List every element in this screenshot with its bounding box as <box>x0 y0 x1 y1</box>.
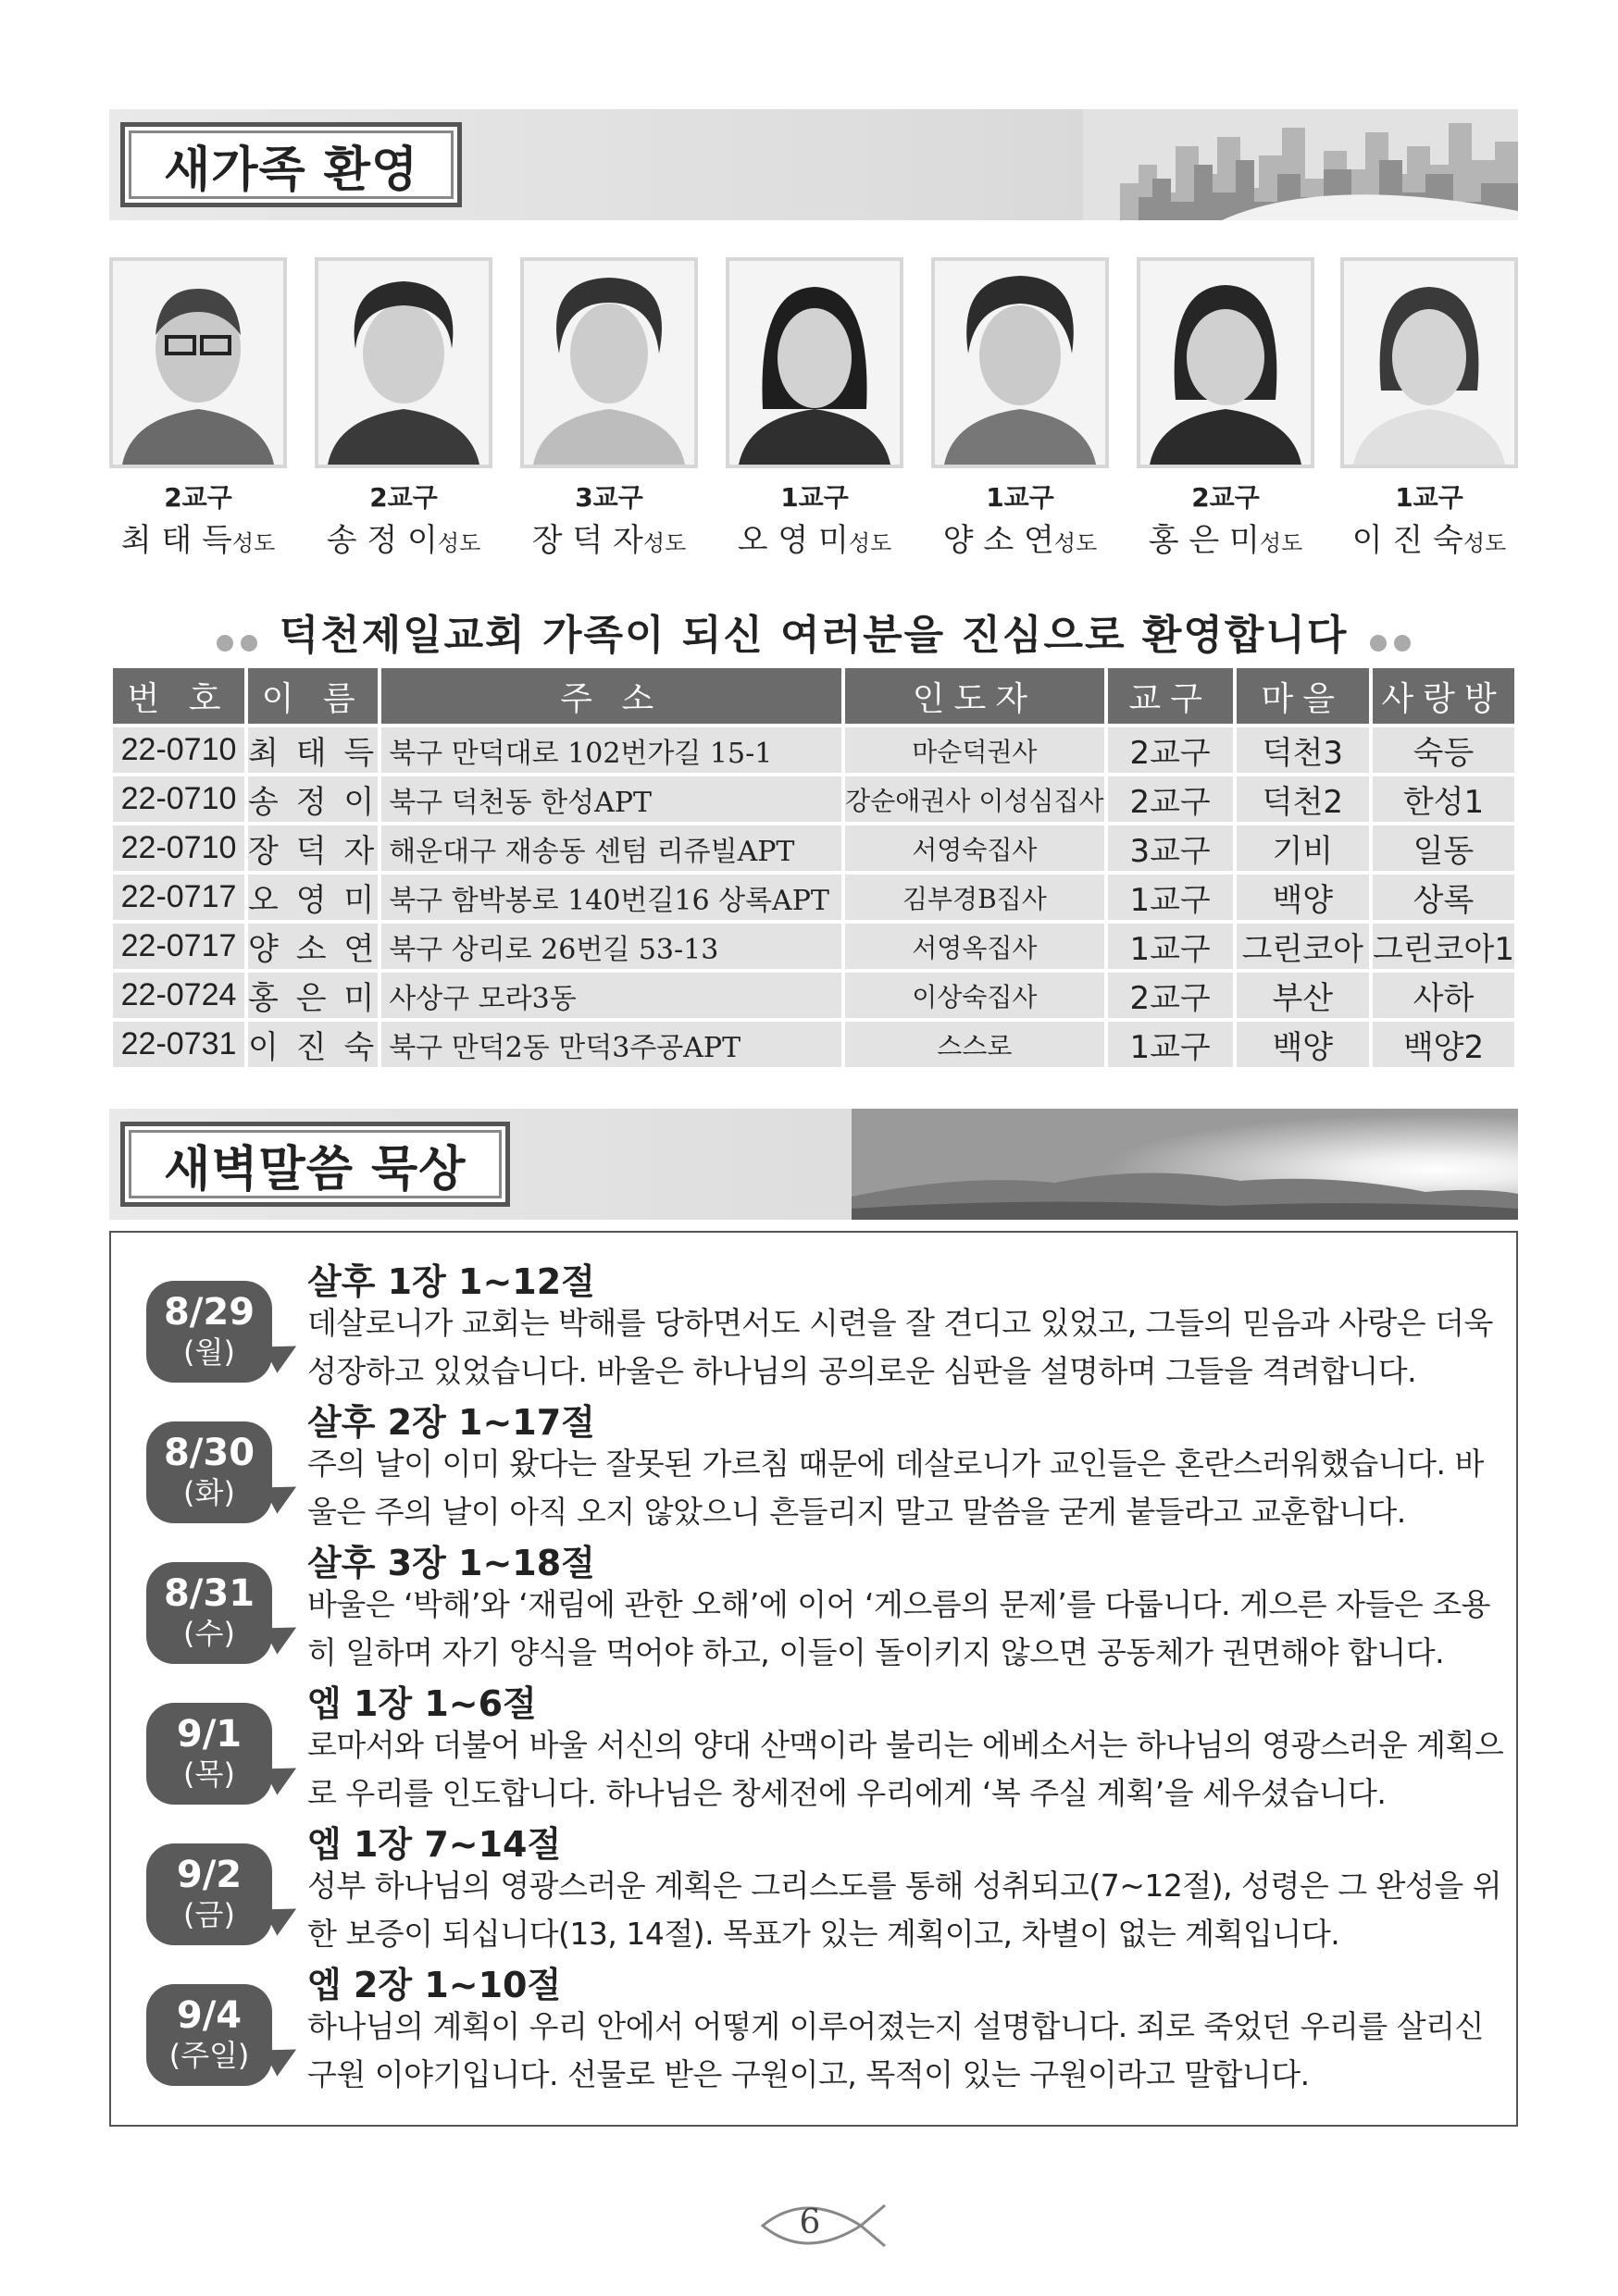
city-illustration <box>1083 109 1518 220</box>
header-number: 번 호 <box>113 668 244 724</box>
cell-village: 부산 <box>1237 973 1369 1018</box>
member-name: 최 태 득성도 <box>120 522 276 559</box>
member-district: 1교구 <box>780 482 849 513</box>
cell-address: 사상구 모라3동 <box>381 973 841 1018</box>
cell-number: 22-0717 <box>113 875 244 920</box>
member-name: 송 정 이성도 <box>326 522 481 559</box>
cell-group: 상록 <box>1373 875 1514 920</box>
member-card <box>1340 257 1518 560</box>
cell-name: 송 정 이 <box>248 776 378 822</box>
cell-guide: 스스로 <box>845 1022 1103 1067</box>
date-badge <box>146 1421 272 1523</box>
table-row <box>113 776 1514 822</box>
weekday: (목) <box>183 1756 235 1792</box>
scripture-reference: 엡 2장 1~10절 <box>307 1965 562 2005</box>
table-header-row <box>113 668 1514 724</box>
date: 8/29 <box>163 1291 255 1334</box>
header-address: 주 소 <box>381 668 841 724</box>
cell-guide: 강순애권사 이성심집사 <box>845 776 1103 822</box>
devotion-item <box>111 1394 1518 1534</box>
cell-group: 그린코아1 <box>1373 924 1514 969</box>
cell-group: 백양2 <box>1373 1022 1514 1067</box>
cell-district: 1교구 <box>1108 924 1233 969</box>
date: 8/30 <box>163 1432 255 1474</box>
cell-address: 북구 덕천동 한성APT <box>381 776 841 822</box>
cell-group: 한성1 <box>1373 776 1514 822</box>
scripture-reference: 살후 3장 1~18절 <box>307 1543 595 1583</box>
scripture-reference: 살후 1장 1~12절 <box>307 1261 595 1302</box>
weekday: (금) <box>183 1897 235 1932</box>
devotion-list <box>109 1231 1518 2127</box>
cell-group: 숙등 <box>1373 727 1514 773</box>
cell-guide: 서영숙집사 <box>845 825 1103 871</box>
page-number-text: 6 <box>799 2203 821 2241</box>
devotion-item <box>111 1675 1518 1816</box>
cell-name: 이 진 숙 <box>248 1022 378 1067</box>
devotion-text: 바울은 ‘박해’와 ‘재림에 관한 오해’에 이어 ‘게으름의 문제’를 다룹니다. 게으른 자들은 조용히 일하며 자기 양식을 먹어야 하고, 이들이 돌이키지 않으면 공동체가 권면해야 합니다. <box>307 1586 1491 1670</box>
welcome-message <box>109 602 1518 662</box>
cell-district: 1교구 <box>1108 1022 1233 1067</box>
header-village: 마을 <box>1237 668 1369 724</box>
cell-guide: 서영옥집사 <box>845 924 1103 969</box>
decorative-dots-left <box>213 614 261 662</box>
cell-number: 22-0717 <box>113 924 244 969</box>
member-card <box>931 257 1109 560</box>
cell-district: 3교구 <box>1108 825 1233 871</box>
cell-district: 2교구 <box>1108 973 1233 1018</box>
cell-district: 2교구 <box>1108 776 1233 822</box>
member-photo <box>931 257 1109 468</box>
devotion-text: 주의 날이 이미 왔다는 잘못된 가르침 때문에 데살로니가 교인들은 혼란스러워했습니다. 바울은 주의 날이 아직 오지 않았으니 흔들리지 말고 말씀을 굳게 붙들라고 교훈합니다. <box>307 1446 1484 1530</box>
date-badge <box>146 1562 272 1664</box>
scripture-reference: 살후 2장 1~17절 <box>307 1402 595 1443</box>
cell-address: 해운대구 재송동 센텀 리쥬빌APT <box>381 825 841 871</box>
cell-name: 오 영 미 <box>248 875 378 920</box>
scripture-reference: 엡 1장 7~14절 <box>307 1824 562 1865</box>
member-card <box>520 257 698 560</box>
cell-guide: 이상숙집사 <box>845 973 1103 1018</box>
devotion-item <box>111 1534 1518 1675</box>
devotion-item <box>111 1816 1518 1956</box>
member-card <box>315 257 492 560</box>
date: 9/4 <box>176 1994 243 2037</box>
header-name: 이 름 <box>248 668 378 724</box>
cell-guide: 마순덕권사 <box>845 727 1103 773</box>
date-badge <box>146 1703 272 1805</box>
cell-name: 최 태 득 <box>248 727 378 773</box>
member-card <box>109 257 287 560</box>
date: 9/2 <box>176 1854 243 1896</box>
devotion-banner <box>109 1109 1518 1220</box>
member-name: 오 영 미성도 <box>737 522 892 559</box>
cell-district: 1교구 <box>1108 875 1233 920</box>
weekday: (주일) <box>168 2038 250 2073</box>
scripture-reference: 엡 1장 1~6절 <box>307 1683 537 1724</box>
cell-address: 북구 함박봉로 140번길16 상록APT <box>381 875 841 920</box>
table-row <box>113 727 1514 773</box>
new-family-title: 새가족 환영 <box>120 122 462 207</box>
member-card <box>726 257 903 560</box>
new-family-banner <box>109 109 1518 220</box>
member-district: 1교구 <box>1395 482 1463 513</box>
cell-village: 백양 <box>1237 875 1369 920</box>
cell-name: 장 덕 자 <box>248 825 378 871</box>
cell-address: 북구 상리로 26번길 53-13 <box>381 924 841 969</box>
devotion-item <box>111 1253 1518 1394</box>
header-group: 사랑방 <box>1373 668 1514 724</box>
member-photo <box>1340 257 1518 468</box>
new-members-gallery <box>109 257 1518 563</box>
table-row <box>113 875 1514 920</box>
cell-name: 홍 은 미 <box>248 973 378 1018</box>
devotion-title: 새벽말씀 묵상 <box>120 1122 510 1207</box>
member-district: 2교구 <box>164 482 232 513</box>
cell-guide: 김부경B집사 <box>845 875 1103 920</box>
member-district: 3교구 <box>575 482 643 513</box>
member-district: 2교구 <box>1191 482 1260 513</box>
date: 8/31 <box>163 1572 255 1615</box>
page-number <box>759 2196 889 2255</box>
header-district: 교구 <box>1108 668 1233 724</box>
date-badge <box>146 1843 272 1945</box>
table-row <box>113 973 1514 1018</box>
table-row <box>113 1022 1514 1067</box>
cell-address: 북구 만덕2동 만덕3주공APT <box>381 1022 841 1067</box>
devotion-text: 데살로니가 교회는 박해를 당하면서도 시련을 잘 견디고 있었고, 그들의 믿음과 사랑은 더욱 성장하고 있었습니다. 바울은 하나님의 공의로운 심판을 설명하며 그들을 격려합니다. <box>307 1305 1493 1389</box>
cell-village: 기비 <box>1237 825 1369 871</box>
member-district: 1교구 <box>986 482 1054 513</box>
devotion-text: 하나님의 계획이 우리 안에서 어떻게 이루어졌는지 설명합니다. 죄로 죽었던 우리를 살리신 구원 이야기입니다. 선물로 받은 구원이고, 목적이 있는 구원이라고 말합니다. <box>307 2008 1484 2092</box>
cell-village: 덕천2 <box>1237 776 1369 822</box>
weekday: (수) <box>183 1616 235 1651</box>
cell-group: 사하 <box>1373 973 1514 1018</box>
date-badge <box>146 1984 272 2086</box>
header-guide: 인도자 <box>845 668 1103 724</box>
member-district: 2교구 <box>369 482 438 513</box>
member-name: 양 소 연성도 <box>942 522 1098 559</box>
cell-village: 백양 <box>1237 1022 1369 1067</box>
cell-number: 22-0710 <box>113 776 244 822</box>
cell-address: 북구 만덕대로 102번가길 15-1 <box>381 727 841 773</box>
cell-number: 22-0710 <box>113 727 244 773</box>
member-photo <box>726 257 903 468</box>
devotion-text: 성부 하나님의 영광스러운 계획은 그리스도를 통해 성취되고(7~12절), 성령은 그 완성을 위한 보증이 되십니다(13, 14절). 목표가 있는 계획이고, 차별이 없는 계획입니다. <box>307 1868 1502 1952</box>
weekday: (화) <box>183 1475 235 1510</box>
cell-group: 일동 <box>1373 825 1514 871</box>
decorative-dots-right <box>1366 614 1414 662</box>
date-badge <box>146 1281 272 1383</box>
member-photo <box>520 257 698 468</box>
welcome-text: 덕천제일교회 가족이 되신 여러분을 진심으로 환영합니다 <box>279 612 1349 659</box>
table-row <box>113 825 1514 871</box>
member-photo <box>109 257 287 468</box>
weekday: (월) <box>183 1334 235 1370</box>
new-members-table <box>109 664 1518 1071</box>
member-name: 장 덕 자성도 <box>531 522 687 559</box>
date: 9/1 <box>176 1713 243 1756</box>
member-name: 홍 은 미성도 <box>1148 522 1303 559</box>
cell-number: 22-0710 <box>113 825 244 871</box>
cell-number: 22-0731 <box>113 1022 244 1067</box>
member-card <box>1137 257 1314 560</box>
member-photo <box>315 257 492 468</box>
cell-number: 22-0724 <box>113 973 244 1018</box>
devotion-item <box>111 1956 1518 2097</box>
cell-district: 2교구 <box>1108 727 1233 773</box>
cell-name: 양 소 연 <box>248 924 378 969</box>
sunrise-illustration <box>852 1109 1518 1220</box>
cell-village: 그린코아 <box>1237 924 1369 969</box>
member-photo <box>1137 257 1314 468</box>
member-name: 이 진 숙성도 <box>1351 522 1507 559</box>
devotion-text: 로마서와 더불어 바울 서신의 양대 산맥이라 불리는 에베소서는 하나님의 영광스러운 계획으로 우리를 인도합니다. 하나님은 창세전에 우리에게 ‘복 주실 계획’을 세우셨습니다. <box>307 1727 1504 1811</box>
cell-village: 덕천3 <box>1237 727 1369 773</box>
table-row <box>113 924 1514 969</box>
